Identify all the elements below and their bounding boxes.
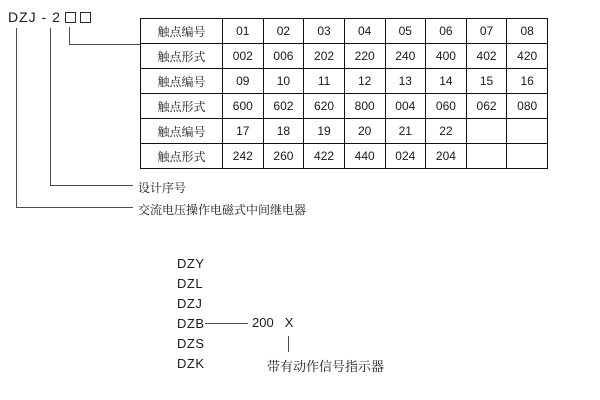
table-cell: 202 (304, 44, 345, 69)
dzb-value-group (252, 315, 293, 330)
leader-line-serial-horizontal (50, 185, 133, 186)
series-item-dzl: DZL (177, 276, 204, 291)
table-cell: 420 (507, 44, 548, 69)
table-cell: 600 (223, 94, 264, 119)
table-cell: 06 (426, 19, 467, 44)
dzb-variable: X (284, 315, 294, 330)
table-cell: 03 (304, 19, 345, 44)
table-cell: 18 (263, 119, 304, 144)
table-cell: 006 (263, 44, 304, 69)
table-cell: 20 (344, 119, 385, 144)
table-cell: 440 (344, 144, 385, 169)
table-cell: 13 (385, 69, 426, 94)
series-item-dzy: DZY (177, 256, 205, 271)
table-cell: 220 (344, 44, 385, 69)
placeholder-box-2 (80, 12, 91, 23)
row-header-cell: 触点形式 (141, 44, 223, 69)
model-code (8, 9, 91, 25)
contact-table (140, 18, 548, 169)
row-header-cell: 触点形式 (141, 144, 223, 169)
table-cell: 062 (466, 94, 507, 119)
table-cell (466, 144, 507, 169)
model-code-text: DZJ - 2 (8, 9, 61, 25)
table-cell: 04 (344, 19, 385, 44)
table-cell: 19 (304, 119, 345, 144)
table-cell: 22 (426, 119, 467, 144)
table-row (141, 144, 548, 169)
variable-connector-line (288, 336, 289, 352)
dzb-value: 200 (252, 315, 274, 330)
table-row (141, 44, 548, 69)
table-cell: 800 (344, 94, 385, 119)
table-cell (507, 144, 548, 169)
table-cell: 12 (344, 69, 385, 94)
leader-line-table-vertical (69, 27, 70, 44)
table-cell: 400 (426, 44, 467, 69)
table-cell: 204 (426, 144, 467, 169)
table-cell: 602 (263, 94, 304, 119)
table-cell: 01 (223, 19, 264, 44)
series-item-dzb: DZB (177, 316, 205, 331)
table-cell: 14 (426, 69, 467, 94)
table-cell: 05 (385, 19, 426, 44)
row-header-cell: 触点形式 (141, 94, 223, 119)
table-cell: 080 (507, 94, 548, 119)
table-cell: 024 (385, 144, 426, 169)
table-cell: 15 (466, 69, 507, 94)
placeholder-box-1 (65, 12, 76, 23)
series-item-dzk: DZK (177, 356, 205, 371)
relay-description-label: 交流电压操作电磁式中间继电器 (138, 203, 307, 217)
table-cell: 02 (263, 19, 304, 44)
table-cell: 260 (263, 144, 304, 169)
table-cell: 09 (223, 69, 264, 94)
table-cell: 240 (385, 44, 426, 69)
table-cell: 10 (263, 69, 304, 94)
table-row (141, 69, 548, 94)
table-cell: 422 (304, 144, 345, 169)
row-header-cell: 触点编号 (141, 19, 223, 44)
row-header-cell: 触点编号 (141, 119, 223, 144)
table-cell: 17 (223, 119, 264, 144)
dzb-connector-line (205, 323, 248, 324)
table-cell: 060 (426, 94, 467, 119)
table-cell: 402 (466, 44, 507, 69)
design-serial-label: 设计序号 (138, 181, 187, 195)
leader-line-serial-vertical (50, 28, 51, 185)
table-row (141, 94, 548, 119)
table-cell: 07 (466, 19, 507, 44)
series-item-dzs: DZS (177, 336, 205, 351)
table-cell (466, 119, 507, 144)
table-cell: 242 (223, 144, 264, 169)
table-cell: 11 (304, 69, 345, 94)
table-row (141, 119, 548, 144)
row-header-cell: 触点编号 (141, 69, 223, 94)
leader-line-table-horizontal (69, 44, 140, 45)
table-cell (507, 119, 548, 144)
table-row (141, 19, 548, 44)
table-cell: 16 (507, 69, 548, 94)
table-cell: 620 (304, 94, 345, 119)
table-cell: 002 (223, 44, 264, 69)
table-cell: 004 (385, 94, 426, 119)
table-cell: 21 (385, 119, 426, 144)
leader-line-relay-vertical (16, 28, 17, 207)
table-cell: 08 (507, 19, 548, 44)
indicator-note: 带有动作信号指示器 (267, 359, 385, 374)
leader-line-relay-horizontal (16, 207, 133, 208)
series-item-dzj: DZJ (177, 296, 203, 311)
